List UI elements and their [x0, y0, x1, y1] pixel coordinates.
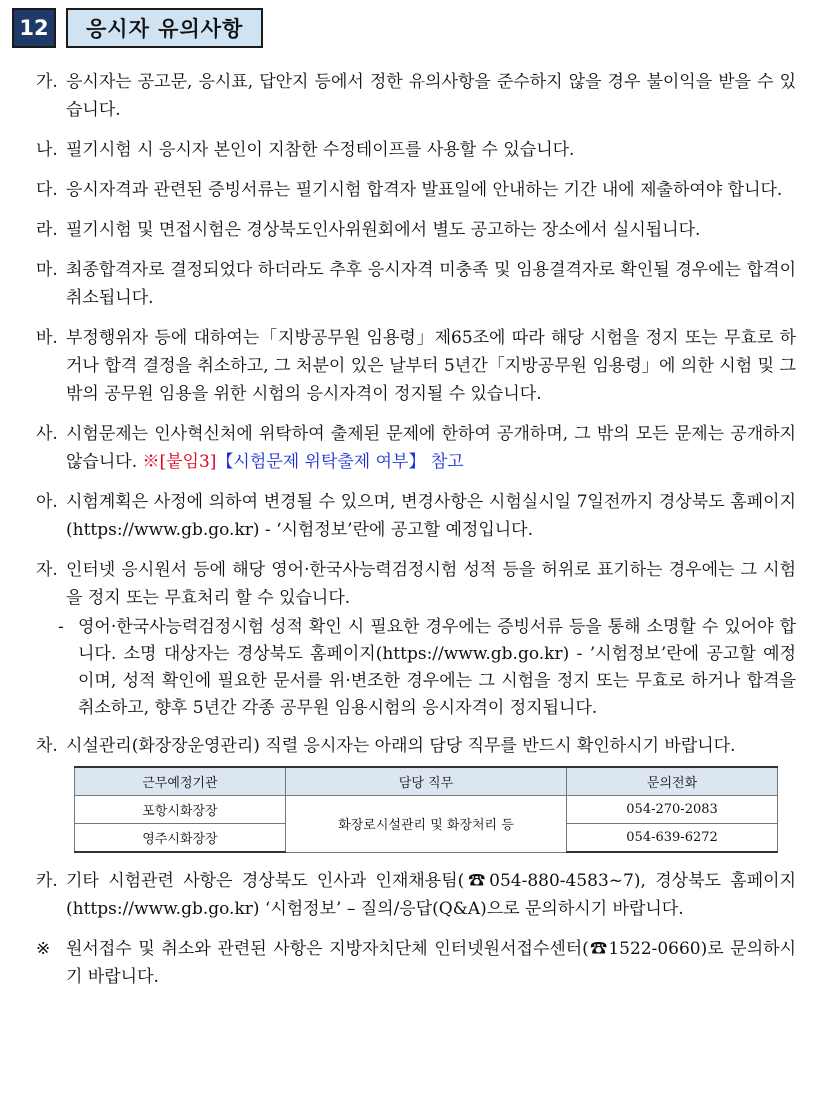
list-item [36, 68, 796, 124]
list-item [36, 176, 796, 204]
duty-cell: 화장로시설관리 및 화장처리 등 [285, 796, 566, 853]
phone-cell: 054-270-2083 [567, 796, 778, 824]
item-text: 기타 시험관련 사항은 경상북도 인사과 인재채용팀(☎054-880-4583~7), 경상북도 홈페이지(https://www.gb.go.kr) ‘시험정보’ – 질의/응답(Q&A)으로 문의하시기 바랍니다. [66, 871, 796, 919]
item-marker: 마. [36, 260, 58, 280]
column-header-org: 근무예정기관 [75, 767, 286, 796]
item-marker: 나. [36, 140, 58, 160]
list-item [36, 488, 796, 544]
org-cell: 영주시화장장 [75, 824, 286, 853]
item-marker: ※ [36, 939, 51, 959]
list-item [36, 136, 796, 164]
list-item [36, 420, 796, 476]
note-mark: ※ [142, 452, 160, 472]
item-text: 최종합격자로 결정되었다 하더라도 추후 응시자격 미충족 및 임용결격자로 확인될 경우에는 합격이 취소됩니다. [66, 260, 796, 308]
list-item [36, 867, 796, 923]
item-text: 응시자격과 관련된 증빙서류는 필기시험 합격자 발표일에 안내하는 기간 내에 제출하여야 합니다. [66, 180, 783, 200]
duty-table [74, 766, 778, 853]
attachment-title: 【시험문제 위탁출제 여부】 [216, 452, 426, 472]
item-text: 시험계획은 사정에 의하여 변경될 수 있으며, 변경사항은 시험실시일 7일전까지 경상북도 홈페이지(https://www.gb.go.kr) - ‘시험정보’란에 공고할 예정입니다. [66, 492, 796, 540]
list-item [36, 935, 796, 991]
item-marker: 바. [36, 328, 58, 348]
item-text: 필기시험 및 면접시험은 경상북도인사위원회에서 별도 공고하는 장소에서 실시됩니다. [66, 220, 701, 240]
notice-list [36, 68, 796, 1003]
item-marker: 가. [36, 72, 58, 92]
item-text: 인터넷 응시원서 등에 해당 영어·한국사능력검정시험 성적 등을 허위로 표기하는 경우에는 그 시험을 정지 또는 무효처리 할 수 있습니다. [66, 560, 796, 608]
item-text: 원서접수 및 취소와 관련된 사항은 지방자치단체 인터넷원서접수센터(☎1522-0660)로 문의하시기 바랍니다. [66, 939, 796, 987]
table-row [75, 796, 778, 824]
phone-cell: 054-639-6272 [567, 824, 778, 853]
list-item [36, 324, 796, 408]
item-marker: 차. [36, 736, 58, 756]
item-marker: 라. [36, 220, 58, 240]
item-text [66, 420, 796, 476]
item-text: 시설관리(화장장운영관리) 직렬 응시자는 아래의 담당 직무를 반드시 확인하시기 바랍니다. [66, 736, 736, 756]
column-header-duty: 담당 직무 [285, 767, 566, 796]
column-header-phone: 문의전화 [567, 767, 778, 796]
item-body: 시험문제는 인사혁신처에 위탁하여 출제된 문제에 한하여 공개하며, 그 밖의 모든 문제는 공개하지 않습니다. [66, 424, 796, 472]
list-item [36, 732, 796, 760]
org-cell: 포항시화장장 [75, 796, 286, 824]
sub-item-dash: - [58, 617, 64, 637]
section-header [12, 8, 263, 48]
section-number: 12 [12, 8, 56, 48]
list-item [36, 216, 796, 244]
list-item [36, 556, 796, 612]
note-end: 참고 [430, 452, 464, 472]
attachment-reference: [붙임3] [159, 452, 217, 472]
item-marker: 카. [36, 871, 58, 891]
item-text: 필기시험 시 응시자 본인이 지참한 수정테이프를 사용할 수 있습니다. [66, 140, 575, 160]
sub-item-text: 영어·한국사능력검정시험 성적 확인 시 필요한 경우에는 증빙서류 등을 통해 소명할 수 있어야 합니다. 소명 대상자는 경상북도 홈페이지(https://www.gb.go.kr) - ’시험정보’란에 공고할 예정이며, 성적 확인에 필요한 문서를 위·변조한 경우에는 그 시험을 정지 또는 무효로 하거나 합격을 취소하고, 향후 5년간 각종 공무원 임용시험의 응시자격이 정지됩니다. [78, 617, 796, 718]
item-marker: 아. [36, 492, 58, 512]
list-item [36, 256, 796, 312]
item-text: 부정행위자 등에 대하여는「지방공무원 임용령」제65조에 따라 해당 시험을 정지 또는 무효로 하거나 합격 결정을 취소하고, 그 처분이 있은 날부터 5년간「지방공무원 임용령」에 의한 시험 및 그 밖의 공무원 임용을 위한 시험의 응시자격이 정지될 수 있습니다. [66, 328, 796, 404]
item-marker: 사. [36, 424, 58, 444]
item-text: 응시자는 공고문, 응시표, 답안지 등에서 정한 유의사항을 준수하지 않을 경우 불이익을 받을 수 있습니다. [66, 72, 796, 120]
section-title: 응시자 유의사항 [66, 8, 263, 48]
sub-item [58, 614, 796, 722]
item-marker: 자. [36, 560, 58, 580]
item-marker: 다. [36, 180, 58, 200]
table-header-row [75, 767, 778, 796]
